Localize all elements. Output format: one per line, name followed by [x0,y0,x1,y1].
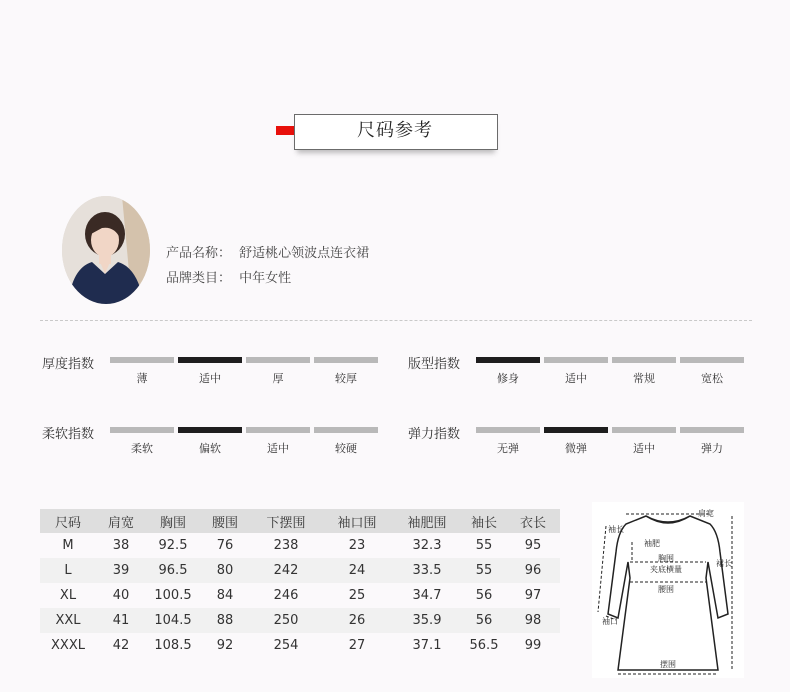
index-segment [476,357,540,363]
col-shoulder-header: 肩宽 [96,509,146,533]
table-cell: XL [59,588,77,603]
table-cell: 98 [506,608,560,633]
col-sleeve-width-header: 袖肥围 [392,509,462,533]
index-option-label: 修身 [497,372,519,385]
table-row [40,558,560,583]
index-segment [110,427,174,433]
sleeve-width-label: 袖肥 [644,539,660,548]
table-cell: 42 [112,638,130,653]
table-cell: 23 [348,538,366,553]
thickness-index-label: 厚度指数 [42,357,95,372]
table-cell: 55 [475,538,493,553]
product-name-label: 产品名称： [166,246,232,261]
waist-label: 腰围 [658,585,674,594]
index-option-label: 偏软 [199,442,221,455]
chest-note-label: 夹底横量 [650,565,682,574]
col-length-header: 衣长 [506,509,560,533]
length-label: 裙长 [716,559,732,568]
table-row [40,533,560,558]
table-cell: 27 [348,638,366,653]
index-option-label: 无弹 [497,442,519,455]
softness-index-label: 柔软指数 [42,427,95,442]
index-segment [110,357,174,363]
index-segment [476,427,540,433]
index-option-label: 适中 [565,372,587,385]
index-segment [612,427,676,433]
index-segment [612,357,676,363]
table-cell: 92.5 [158,538,188,553]
index-segment [246,427,310,433]
fit-index-label: 版型指数 [408,357,461,372]
product-name-row [166,242,369,261]
index-segment [314,357,378,363]
table-cell: M [62,538,74,553]
brand-value: 中年女性 [239,271,292,286]
brand-label: 品牌类目： [166,271,232,286]
index-option-label: 适中 [633,442,655,455]
table-cell: 41 [96,608,146,633]
sleeve-length-label: 袖长 [608,525,624,534]
index-option-label: 适中 [199,372,221,385]
brand-row [166,267,291,286]
model-photo [62,196,150,304]
table-cell: 33.5 [392,558,462,583]
table-cell: 88 [200,608,250,633]
hem-label: 摆围 [660,660,676,669]
index-option-label: 适中 [267,442,289,455]
table-cell: 104.5 [146,608,200,633]
measurement-diagram [592,502,744,678]
index-segment [178,427,242,433]
col-cuff-header: 袖口围 [322,509,392,533]
table-cell: 34.7 [412,588,442,603]
elasticity-index-label: 弹力指数 [408,427,461,442]
table-cell: XXL [40,608,96,633]
table-cell: 254 [273,638,299,653]
product-name-value: 舒适桃心领波点连衣裙 [239,246,370,261]
index-option-label: 微弹 [565,442,587,455]
shoulder-label: 肩宽 [698,509,714,518]
table-cell: 100.5 [154,588,192,603]
table-row [40,583,560,608]
table-cell: 250 [250,608,322,633]
index-option-label: 薄 [136,372,148,385]
index-option-label: 柔软 [131,442,153,455]
table-cell: 246 [273,588,299,603]
index-option-label: 弹力 [701,442,723,455]
table-cell: 108.5 [154,638,192,653]
index-segment [178,357,242,363]
table-cell: 38 [112,538,130,553]
col-sleeve-length-header: 袖长 [462,509,506,533]
table-cell: 80 [200,558,250,583]
table-row [40,608,560,633]
table-cell: 25 [348,588,366,603]
table-cell: 55 [462,558,506,583]
index-option-label: 常规 [633,372,655,385]
page-title: 尺码参考 [357,120,433,141]
table-cell: 99 [524,638,542,653]
section-divider [40,320,752,321]
index-segment [680,357,744,363]
index-segment [544,427,608,433]
table-cell: 95 [524,538,542,553]
cuff-label: 袖口 [602,617,618,626]
table-cell: XXXL [51,638,85,653]
index-segment [314,427,378,433]
table-cell: 35.9 [392,608,462,633]
table-cell: 96.5 [146,558,200,583]
chest-label: 胸围 [658,554,674,563]
table-cell: 242 [250,558,322,583]
col-hem-header: 下摆围 [250,509,322,533]
table-cell: 76 [216,538,234,553]
table-cell: 32.3 [412,538,442,553]
table-cell: 96 [506,558,560,583]
index-option-label: 较硬 [335,442,357,455]
table-cell: 39 [96,558,146,583]
table-header-row [40,509,560,533]
table-cell: 37.1 [412,638,442,653]
col-chest-header: 胸围 [146,509,200,533]
table-cell: 26 [322,608,392,633]
table-cell: 238 [273,538,299,553]
table-cell: 92 [216,638,234,653]
col-waist-header: 腰围 [200,509,250,533]
table-cell: L [40,558,96,583]
index-option-label: 厚 [272,372,284,385]
table-cell: 56.5 [469,638,499,653]
index-segment [246,357,310,363]
table-cell: 40 [112,588,130,603]
table-cell: 56 [462,608,506,633]
table-cell: 84 [216,588,234,603]
index-segment [544,357,608,363]
table-cell: 24 [322,558,392,583]
index-option-label: 较厚 [335,372,357,385]
size-table [40,509,560,658]
index-option-label: 宽松 [701,372,723,385]
table-cell: 97 [524,588,542,603]
col-size-header: 尺码 [40,509,96,533]
table-cell: 56 [475,588,493,603]
index-segment [680,427,744,433]
table-row [40,633,560,658]
